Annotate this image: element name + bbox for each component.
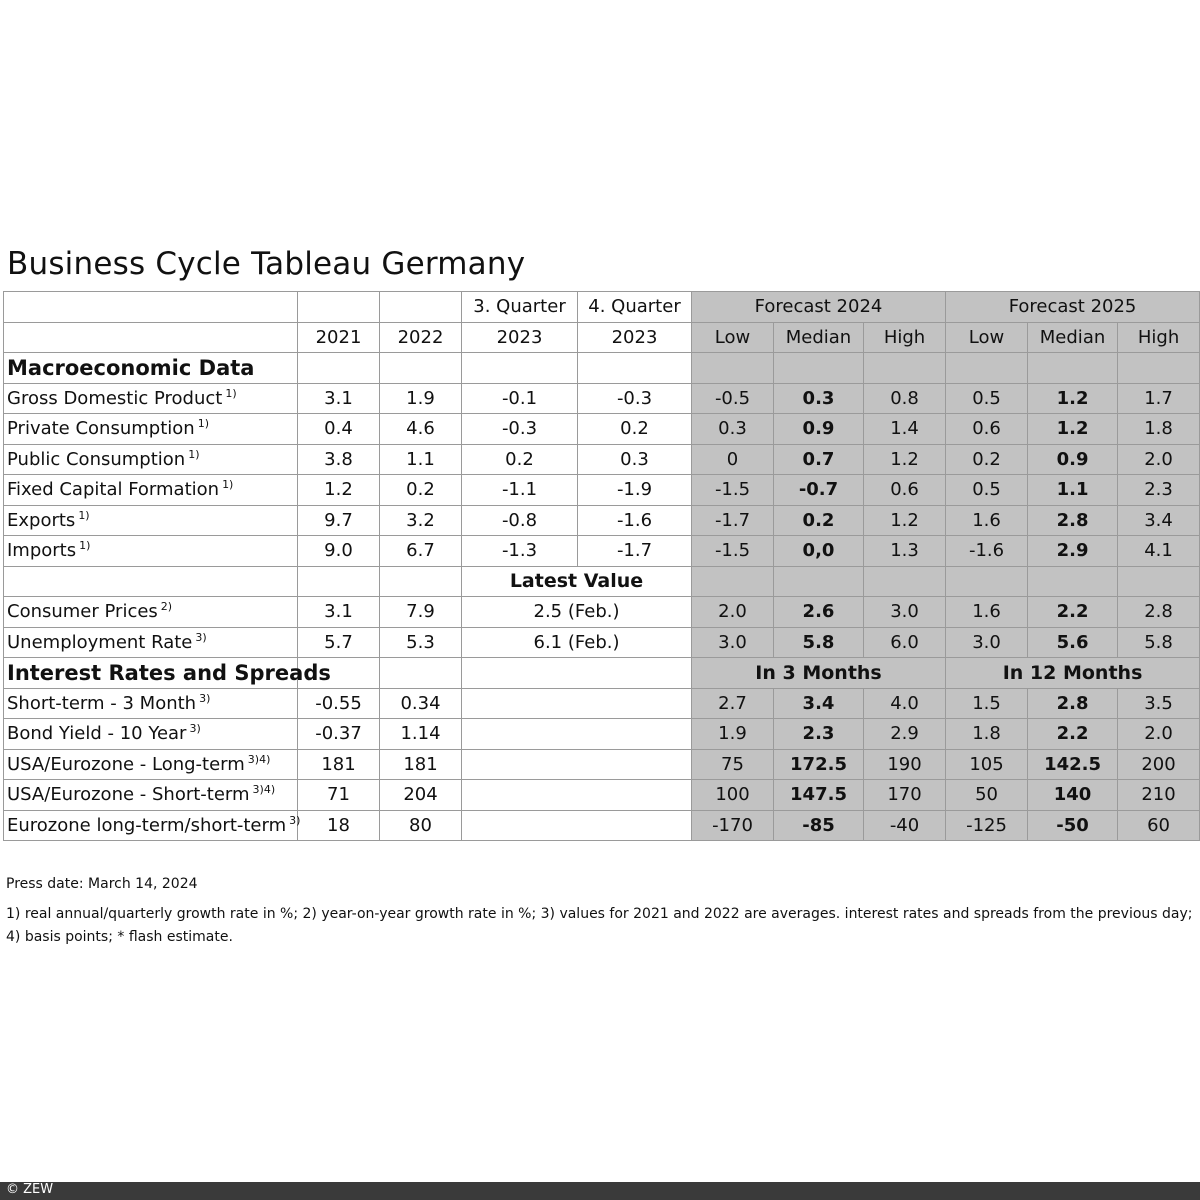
value-cell: 2.0 xyxy=(1118,719,1200,750)
value-cell: -1.3 xyxy=(462,536,578,567)
row-label xyxy=(4,719,298,750)
value-cell: 200 xyxy=(1118,749,1200,780)
value-cell: 18 xyxy=(298,810,380,841)
value-cell: 0 xyxy=(692,444,774,475)
footnote-marker: 3)4) xyxy=(247,752,271,766)
row-label-text: Eurozone long-term/short-term xyxy=(7,814,287,836)
empty-cell xyxy=(380,353,462,384)
value-cell: 2.3 xyxy=(1118,475,1200,506)
value-cell: 0.4 xyxy=(298,414,380,445)
value-cell: 2.8 xyxy=(1028,688,1118,719)
footnote-marker: 2) xyxy=(160,600,173,614)
empty-cell xyxy=(1118,566,1200,597)
value-cell: 0.2 xyxy=(380,475,462,506)
header-high-2024: High xyxy=(864,322,946,353)
section-title-macro: Macroeconomic Data xyxy=(4,353,298,384)
value-cell: -0.3 xyxy=(578,383,692,414)
footnote-marker: 3) xyxy=(199,691,211,705)
footnote-marker: 1) xyxy=(197,417,209,431)
row-label-text: Fixed Capital Formation xyxy=(7,479,220,501)
value-cell: 170 xyxy=(864,780,946,811)
footnote-marker: 3) xyxy=(195,630,207,644)
footnote-marker: 1) xyxy=(222,478,234,492)
empty-cell xyxy=(462,780,692,811)
value-cell: -0.37 xyxy=(298,719,380,750)
value-cell: -0.1 xyxy=(462,383,578,414)
value-cell: 0.3 xyxy=(692,414,774,445)
value-cell: 0.6 xyxy=(864,475,946,506)
footer-bar xyxy=(0,1182,1200,1200)
footnote-marker: 1) xyxy=(225,386,237,400)
value-cell: 75 xyxy=(692,749,774,780)
table-row xyxy=(4,383,1200,414)
empty-cell xyxy=(298,566,380,597)
value-cell: 3.5 xyxy=(1118,688,1200,719)
header-median-2025: Median xyxy=(1028,322,1118,353)
value-cell: 1.5 xyxy=(946,688,1028,719)
row-label xyxy=(4,475,298,506)
empty-cell xyxy=(864,353,946,384)
value-cell: 0.5 xyxy=(946,475,1028,506)
value-cell: 1.8 xyxy=(946,719,1028,750)
row-label xyxy=(4,627,298,658)
row-label xyxy=(4,536,298,567)
empty-cell xyxy=(578,353,692,384)
value-cell: 2.9 xyxy=(1028,536,1118,567)
value-cell: 3.8 xyxy=(298,444,380,475)
header-q3: 3. Quarter xyxy=(462,292,578,323)
empty-cell xyxy=(1028,566,1118,597)
header-row-1 xyxy=(4,292,1200,323)
header-2022: 2022 xyxy=(380,322,462,353)
value-cell: 1.2 xyxy=(1028,383,1118,414)
empty-cell xyxy=(462,688,692,719)
empty-cell xyxy=(774,353,864,384)
value-cell: 1.1 xyxy=(380,444,462,475)
value-cell: 181 xyxy=(380,749,462,780)
value-cell: 6.1 (Feb.) xyxy=(462,627,692,658)
value-cell: -0.55 xyxy=(298,688,380,719)
value-cell: 0.2 xyxy=(578,414,692,445)
empty-cell xyxy=(462,749,692,780)
table-row xyxy=(4,414,1200,445)
page-title: Business Cycle Tableau Germany xyxy=(7,246,526,282)
header-row-2 xyxy=(4,322,1200,353)
header-in-12-months: In 12 Months xyxy=(946,658,1200,689)
value-cell: 2.5 (Feb.) xyxy=(462,597,692,628)
value-cell: 0,0 xyxy=(774,536,864,567)
table-row xyxy=(4,444,1200,475)
value-cell: 105 xyxy=(946,749,1028,780)
value-cell: 0.2 xyxy=(462,444,578,475)
latest-value-header: Latest Value xyxy=(462,566,692,597)
row-label xyxy=(4,688,298,719)
value-cell: 4.0 xyxy=(864,688,946,719)
section-title-interest: Interest Rates and Spreads xyxy=(4,658,298,689)
row-label xyxy=(4,383,298,414)
footnote-marker: 3) xyxy=(289,813,301,827)
value-cell: 0.9 xyxy=(1028,444,1118,475)
empty-cell xyxy=(462,353,578,384)
value-cell: -1.5 xyxy=(692,536,774,567)
section-row-macro xyxy=(4,353,1200,384)
table-row xyxy=(4,597,1200,628)
empty-cell xyxy=(4,566,298,597)
table-row xyxy=(4,719,1200,750)
footnote-marker: 1) xyxy=(188,447,200,461)
value-cell: -0.3 xyxy=(462,414,578,445)
value-cell: -40 xyxy=(864,810,946,841)
value-cell: 5.3 xyxy=(380,627,462,658)
value-cell: 172.5 xyxy=(774,749,864,780)
value-cell: 2.6 xyxy=(774,597,864,628)
row-label-text: Public Consumption xyxy=(7,448,186,470)
value-cell: 2.9 xyxy=(864,719,946,750)
table-row xyxy=(4,536,1200,567)
value-cell: 6.0 xyxy=(864,627,946,658)
row-label xyxy=(4,597,298,628)
value-cell: 3.0 xyxy=(864,597,946,628)
empty-cell xyxy=(298,353,380,384)
empty-cell xyxy=(692,353,774,384)
value-cell: 80 xyxy=(380,810,462,841)
value-cell: 1.6 xyxy=(946,505,1028,536)
header-q4: 4. Quarter xyxy=(578,292,692,323)
footnote-marker: 1) xyxy=(78,508,90,522)
header-low-2024: Low xyxy=(692,322,774,353)
value-cell: 7.9 xyxy=(380,597,462,628)
row-label-text: Bond Yield - 10 Year xyxy=(7,723,187,745)
empty-cell xyxy=(380,658,462,689)
press-date: Press date: March 14, 2024 xyxy=(6,876,198,892)
value-cell: -1.5 xyxy=(692,475,774,506)
value-cell: 2.2 xyxy=(1028,719,1118,750)
row-label-text: Unemployment Rate xyxy=(7,631,193,653)
value-cell: 1.9 xyxy=(692,719,774,750)
value-cell: 0.9 xyxy=(774,414,864,445)
row-label-text: USA/Eurozone - Long-term xyxy=(7,753,245,775)
value-cell: 142.5 xyxy=(1028,749,1118,780)
section-row-interest xyxy=(4,658,1200,689)
footnotes: 1) real annual/quarterly growth rate in %; 2) year-on-year growth rate in %; 3) values for 2021 and 2022 are averages. interest rates and spreads from the previous day; 4) basis points; * flash estimate. xyxy=(6,906,1193,945)
value-cell: 2.3 xyxy=(774,719,864,750)
empty-cell xyxy=(1028,353,1118,384)
value-cell: -50 xyxy=(1028,810,1118,841)
value-cell: 0.2 xyxy=(774,505,864,536)
table-row xyxy=(4,688,1200,719)
table-row xyxy=(4,780,1200,811)
row-label-text: USA/Eurozone - Short-term xyxy=(7,784,250,806)
empty-cell xyxy=(946,353,1028,384)
row-label xyxy=(4,780,298,811)
empty-cell xyxy=(774,566,864,597)
empty-cell xyxy=(462,658,692,689)
footnote-marker: 3)4) xyxy=(252,783,276,797)
header-forecast-2024: Forecast 2024 xyxy=(692,292,946,323)
value-cell: 0.3 xyxy=(578,444,692,475)
value-cell: 4.6 xyxy=(380,414,462,445)
value-cell: 9.7 xyxy=(298,505,380,536)
row-label xyxy=(4,444,298,475)
value-cell: 0.34 xyxy=(380,688,462,719)
value-cell: 1.8 xyxy=(1118,414,1200,445)
value-cell: 190 xyxy=(864,749,946,780)
value-cell: 2.8 xyxy=(1028,505,1118,536)
empty-cell xyxy=(692,566,774,597)
empty-cell xyxy=(462,719,692,750)
value-cell: -0.7 xyxy=(774,475,864,506)
value-cell: 181 xyxy=(298,749,380,780)
value-cell: 210 xyxy=(1118,780,1200,811)
value-cell: 2.2 xyxy=(1028,597,1118,628)
header-forecast-2025: Forecast 2025 xyxy=(946,292,1200,323)
value-cell: -125 xyxy=(946,810,1028,841)
empty-cell xyxy=(946,566,1028,597)
header-median-2024: Median xyxy=(774,322,864,353)
table-row xyxy=(4,627,1200,658)
value-cell: -1.7 xyxy=(578,536,692,567)
row-label-text: Gross Domestic Product xyxy=(7,387,223,409)
value-cell: 1.4 xyxy=(864,414,946,445)
value-cell: 5.8 xyxy=(774,627,864,658)
value-cell: 5.8 xyxy=(1118,627,1200,658)
value-cell: -85 xyxy=(774,810,864,841)
header-in-3-months: In 3 Months xyxy=(692,658,946,689)
footnote-marker: 3) xyxy=(189,722,201,736)
row-label xyxy=(4,505,298,536)
row-label-text: Exports xyxy=(7,509,76,531)
value-cell: 3.1 xyxy=(298,597,380,628)
value-cell: 100 xyxy=(692,780,774,811)
latest-value-row xyxy=(4,566,1200,597)
row-label xyxy=(4,414,298,445)
value-cell: 140 xyxy=(1028,780,1118,811)
value-cell: 1.2 xyxy=(864,444,946,475)
empty-cell xyxy=(1118,353,1200,384)
value-cell: 50 xyxy=(946,780,1028,811)
footnote-marker: 1) xyxy=(79,539,91,553)
row-label-text: Imports xyxy=(7,540,77,562)
value-cell: 1.1 xyxy=(1028,475,1118,506)
business-cycle-table xyxy=(3,291,1200,841)
value-cell: 0.6 xyxy=(946,414,1028,445)
value-cell: 204 xyxy=(380,780,462,811)
row-label xyxy=(4,749,298,780)
value-cell: 3.4 xyxy=(774,688,864,719)
value-cell: 1.7 xyxy=(1118,383,1200,414)
value-cell: 6.7 xyxy=(380,536,462,567)
value-cell: -1.9 xyxy=(578,475,692,506)
value-cell: 147.5 xyxy=(774,780,864,811)
value-cell: 3.4 xyxy=(1118,505,1200,536)
value-cell: 5.7 xyxy=(298,627,380,658)
value-cell: -0.8 xyxy=(462,505,578,536)
value-cell: 2.0 xyxy=(1118,444,1200,475)
value-cell: 1.6 xyxy=(946,597,1028,628)
value-cell: 0.5 xyxy=(946,383,1028,414)
value-cell: 0.2 xyxy=(946,444,1028,475)
value-cell: 1.2 xyxy=(864,505,946,536)
value-cell: -0.5 xyxy=(692,383,774,414)
value-cell: 1.3 xyxy=(864,536,946,567)
value-cell: 0.3 xyxy=(774,383,864,414)
table-row xyxy=(4,810,1200,841)
value-cell: 1.2 xyxy=(298,475,380,506)
header-2023-q3: 2023 xyxy=(462,322,578,353)
row-label xyxy=(4,810,301,841)
value-cell: 60 xyxy=(1118,810,1200,841)
value-cell: 0.7 xyxy=(774,444,864,475)
value-cell: -1.1 xyxy=(462,475,578,506)
header-low-2025: Low xyxy=(946,322,1028,353)
table-row xyxy=(4,475,1200,506)
value-cell: 9.0 xyxy=(298,536,380,567)
value-cell: -1.7 xyxy=(692,505,774,536)
value-cell: 3.2 xyxy=(380,505,462,536)
value-cell: 2.8 xyxy=(1118,597,1200,628)
value-cell: -1.6 xyxy=(578,505,692,536)
value-cell: -1.6 xyxy=(946,536,1028,567)
empty-cell xyxy=(462,810,692,841)
value-cell: 2.0 xyxy=(692,597,774,628)
row-label-text: Short-term - 3 Month xyxy=(7,692,197,714)
value-cell: 1.2 xyxy=(1028,414,1118,445)
row-label-text: Private Consumption xyxy=(7,418,195,440)
empty-cell xyxy=(864,566,946,597)
value-cell: 3.0 xyxy=(692,627,774,658)
table-row xyxy=(4,749,1200,780)
value-cell: 71 xyxy=(298,780,380,811)
value-cell: 4.1 xyxy=(1118,536,1200,567)
header-high-2025: High xyxy=(1118,322,1200,353)
copyright: © ZEW xyxy=(6,1182,54,1197)
value-cell: 1.14 xyxy=(380,719,462,750)
value-cell: 0.8 xyxy=(864,383,946,414)
table-row xyxy=(4,505,1200,536)
value-cell: 3.0 xyxy=(946,627,1028,658)
value-cell: 2.7 xyxy=(692,688,774,719)
header-2023-q4: 2023 xyxy=(578,322,692,353)
value-cell: -170 xyxy=(692,810,774,841)
row-label-text: Consumer Prices xyxy=(7,601,158,623)
empty-cell xyxy=(380,566,462,597)
value-cell: 1.9 xyxy=(380,383,462,414)
value-cell: 3.1 xyxy=(298,383,380,414)
value-cell: 5.6 xyxy=(1028,627,1118,658)
header-2021: 2021 xyxy=(298,322,380,353)
